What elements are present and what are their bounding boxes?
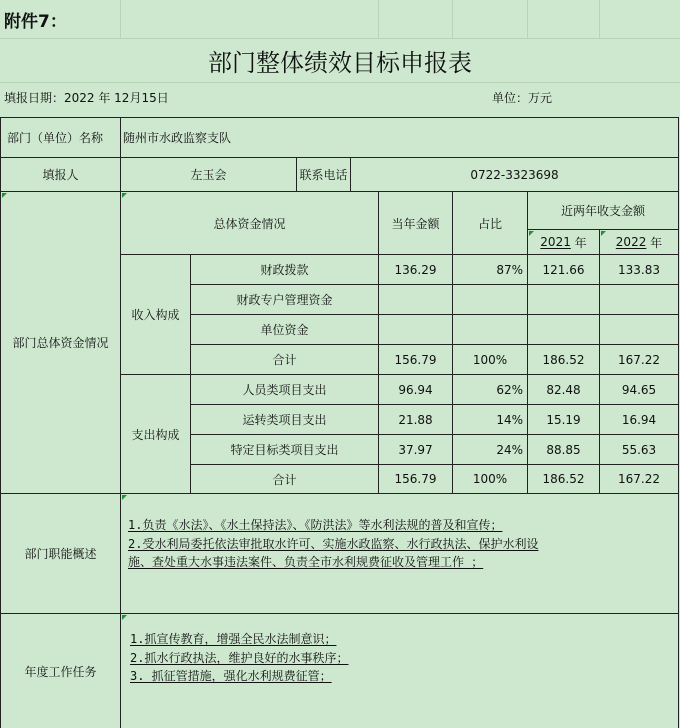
income-row-2022 (600, 315, 678, 344)
tasks-label: 年度工作任务 (24, 664, 97, 679)
expense-row-ratio: 14% (496, 412, 523, 427)
header-year-2022 (600, 230, 678, 254)
filler-label: 填报人 (42, 168, 79, 182)
header-current-amount: 当年金额 (391, 216, 440, 231)
expense-row-2022: 55.63 (621, 442, 657, 457)
year-2022-value: 2022 (615, 235, 647, 249)
income-row-name: 财政拨款 (260, 263, 309, 277)
income-row-2021 (528, 315, 599, 344)
expense-row-name: 运转类项目支出 (242, 413, 327, 427)
income-row-amount: 136.29 (394, 262, 437, 277)
tasks-line: 1.抓宣传教育，增强全民水法制意识； (130, 632, 337, 646)
income-row-name: 单位资金 (260, 323, 309, 337)
income-total-name: 合计 (272, 353, 297, 367)
income-row-amount (379, 315, 452, 344)
expense-total-amount: 156.79 (394, 472, 437, 486)
income-row-2022 (600, 285, 678, 314)
attachment-label: 附件7： (4, 11, 67, 32)
expense-row-2022: 16.94 (621, 412, 657, 427)
tasks-text (130, 630, 676, 686)
year-2022-suffix: 年 (650, 235, 663, 250)
expense-total-name: 合计 (272, 472, 297, 487)
year-2021-value: 2021 (540, 235, 571, 249)
income-row-name: 财政专户管理资金 (236, 293, 333, 307)
income-row-2021: 121.66 (542, 262, 585, 277)
income-row-2022: 133.83 (618, 262, 660, 277)
expense-row-amount: 21.88 (398, 412, 433, 427)
tasks-line: 2.抓水行政执法，维护良好的水事秩序； (130, 650, 349, 665)
form-title: 部门整体绩效目标申报表 (208, 48, 472, 77)
expense-row-2021: 15.19 (546, 412, 581, 427)
functions-line: 2.受水利局委托依法审批取水许可、实施水政监察、水行政执法、保护水利设 (128, 536, 539, 551)
expense-row-ratio: 62% (496, 382, 523, 397)
expense-total-ratio: 100% (472, 472, 508, 486)
functions-text (128, 516, 676, 572)
fill-date: 填报日期：2022 年 12月15日 (4, 90, 169, 105)
income-row-2021 (528, 285, 599, 314)
income-row-amount (379, 285, 452, 314)
functions-label: 部门职能概述 (24, 547, 97, 561)
income-total-2022: 167.22 (618, 352, 660, 367)
expense-row-2022: 94.65 (621, 382, 657, 397)
expense-row-name: 特定目标类项目支出 (230, 443, 339, 457)
expense-row-name: 人员类项目支出 (242, 383, 327, 397)
expense-total-2022: 167.22 (618, 472, 660, 486)
phone-value: 0722-3323698 (470, 167, 559, 182)
income-total-amount: 156.79 (394, 352, 437, 367)
expense-row-2021: 88.85 (546, 442, 581, 457)
expense-row-amount: 37.97 (398, 442, 433, 457)
functions-line: 1.负责《水法》、《水土保持法》、《防洪法》等水利法规的普及和宣传； (128, 518, 503, 532)
funds-section-label: 部门总体资金情况 (12, 336, 109, 350)
expense-row-2021: 82.48 (546, 382, 581, 397)
income-row-ratio (453, 315, 527, 344)
dept-label: 部门（单位）名称 (7, 131, 104, 145)
income-total-2021: 186.52 (542, 352, 585, 367)
expense-group-label: 支出构成 (131, 427, 180, 442)
expense-row-amount: 96.94 (398, 382, 433, 397)
header-ratio: 占比 (477, 216, 502, 231)
income-group-label: 收入构成 (131, 308, 180, 322)
dept-name: 随州市水政监察支队 (123, 131, 232, 145)
income-total-ratio: 100% (472, 352, 508, 367)
income-row-ratio: 87% (496, 262, 523, 277)
income-row-ratio (453, 285, 527, 314)
year-2021-suffix: 年 (574, 235, 587, 250)
header-recent-two-years: 近两年收支金额 (560, 204, 645, 218)
expense-total-2021: 186.52 (542, 472, 585, 486)
functions-line: 施、查处重大水事违法案件、负责全市水利规费征收及管理工作 ； (128, 555, 484, 569)
header-year-2021 (528, 230, 599, 254)
phone-label: 联系电话 (299, 168, 348, 182)
expense-row-ratio: 24% (496, 442, 523, 457)
tasks-line: 3. 抓征管措施，强化水利规费征管； (130, 669, 332, 683)
header-overall: 总体资金情况 (213, 216, 286, 231)
filler-name: 左玉会 (190, 168, 227, 182)
unit-label: 单位：万元 (492, 90, 553, 105)
